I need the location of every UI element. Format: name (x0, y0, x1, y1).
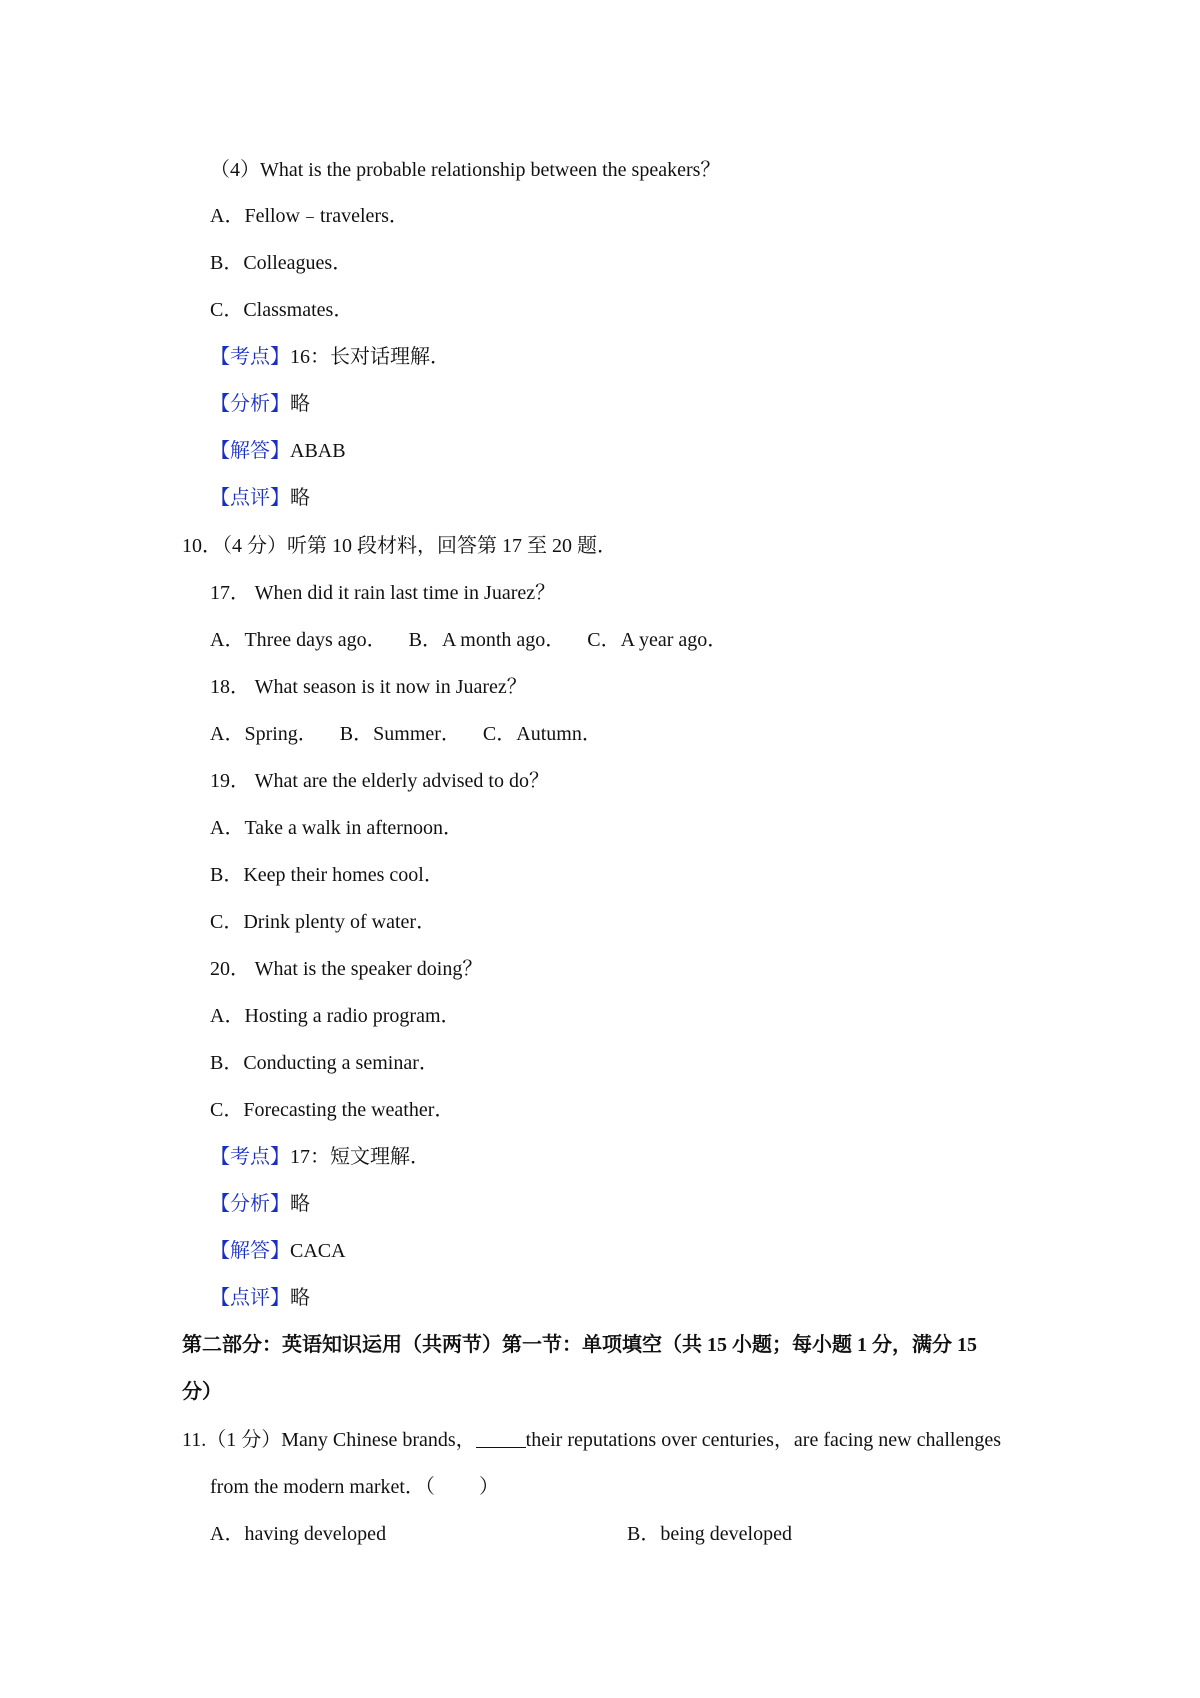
fenxi-note (210, 1191, 310, 1217)
option-c: C．Classmates． (210, 299, 354, 321)
jieda-note (210, 1238, 346, 1264)
dianping-note (210, 1285, 310, 1311)
dianping-note (210, 485, 310, 511)
answer-paren-close: ） (478, 1476, 499, 1498)
option-b: B．Keep their homes cool． (210, 864, 444, 886)
question-17: 17． When did it rain last time in Juarez？ (210, 582, 556, 604)
question-11-text: from the modern market．（ (210, 1476, 435, 1498)
jieda-tag: 【解答】 (210, 1240, 290, 1262)
question-18-options (210, 721, 602, 747)
question-20: 20． What is the speaker doing？ (210, 958, 483, 980)
question-19: 19． What are the elderly advised to do？ (210, 770, 549, 792)
part-2-heading-cont: 分） (182, 1381, 222, 1403)
dianping-tag: 【点评】 (210, 1287, 290, 1309)
option-a: A．Take a walk in afternoon． (210, 817, 463, 839)
question-11-suffix: their reputations over centuries，are facing new challenges (525, 1429, 1002, 1451)
question-11-prefix: 11.（1 分）Many Chinese brands， (182, 1429, 476, 1451)
question-11-cont (210, 1474, 499, 1500)
option-a: A．Spring． (210, 723, 318, 745)
fenxi-tag: 【分析】 (210, 1193, 290, 1215)
question-9-4: （4）What is the probable relationship between the speakers？ (210, 159, 721, 181)
kaodian-text: 16：长对话理解． (290, 346, 450, 368)
option-a: A．Three days ago． (210, 629, 387, 651)
kaodian-tag: 【考点】 (210, 1146, 290, 1168)
option-a: A．Hosting a radio program． (210, 1005, 461, 1027)
question-17-options (210, 627, 727, 653)
kaodian-note (210, 1144, 430, 1170)
option-a: A．Fellow﹣travelers． (210, 205, 409, 227)
jieda-tag: 【解答】 (210, 440, 290, 462)
part-2-heading: 第二部分：英语知识运用（共两节）第一节：单项填空（共 15 小题；每小题 1 分，满分 15 (182, 1334, 977, 1356)
fenxi-note (210, 391, 310, 417)
jieda-text: CACA (290, 1240, 346, 1262)
option-b: B．Conducting a seminar． (210, 1052, 439, 1074)
fenxi-text: 略 (290, 393, 310, 415)
kaodian-tag: 【考点】 (210, 346, 290, 368)
jieda-note (210, 438, 346, 464)
option-b: B．A month ago． (408, 629, 566, 651)
jieda-text: ABAB (290, 440, 346, 462)
option-b: B．Colleagues． (210, 252, 353, 274)
option-c: C．Forecasting the weather． (210, 1099, 455, 1121)
kaodian-note (210, 344, 450, 370)
question-11 (182, 1427, 1001, 1453)
dianping-tag: 【点评】 (210, 487, 290, 509)
fenxi-text: 略 (290, 1193, 310, 1215)
question-10-header: 10．（4 分）听第 10 段材料，回答第 17 至 20 题． (182, 535, 617, 557)
dianping-text: 略 (290, 487, 310, 509)
question-18: 18． What season is it now in Juarez？ (210, 676, 527, 698)
option-a: A．having developed (210, 1523, 387, 1545)
fenxi-tag: 【分析】 (210, 393, 290, 415)
dianping-text: 略 (290, 1287, 310, 1309)
option-b: B．Summer． (339, 723, 461, 745)
option-c: C．Autumn． (482, 723, 602, 745)
option-b: B．being developed (627, 1523, 792, 1545)
kaodian-text: 17：短文理解． (290, 1146, 430, 1168)
option-c: C．Drink plenty of water． (210, 911, 437, 933)
answer-blank (476, 1429, 526, 1448)
option-c: C．A year ago． (587, 629, 728, 651)
